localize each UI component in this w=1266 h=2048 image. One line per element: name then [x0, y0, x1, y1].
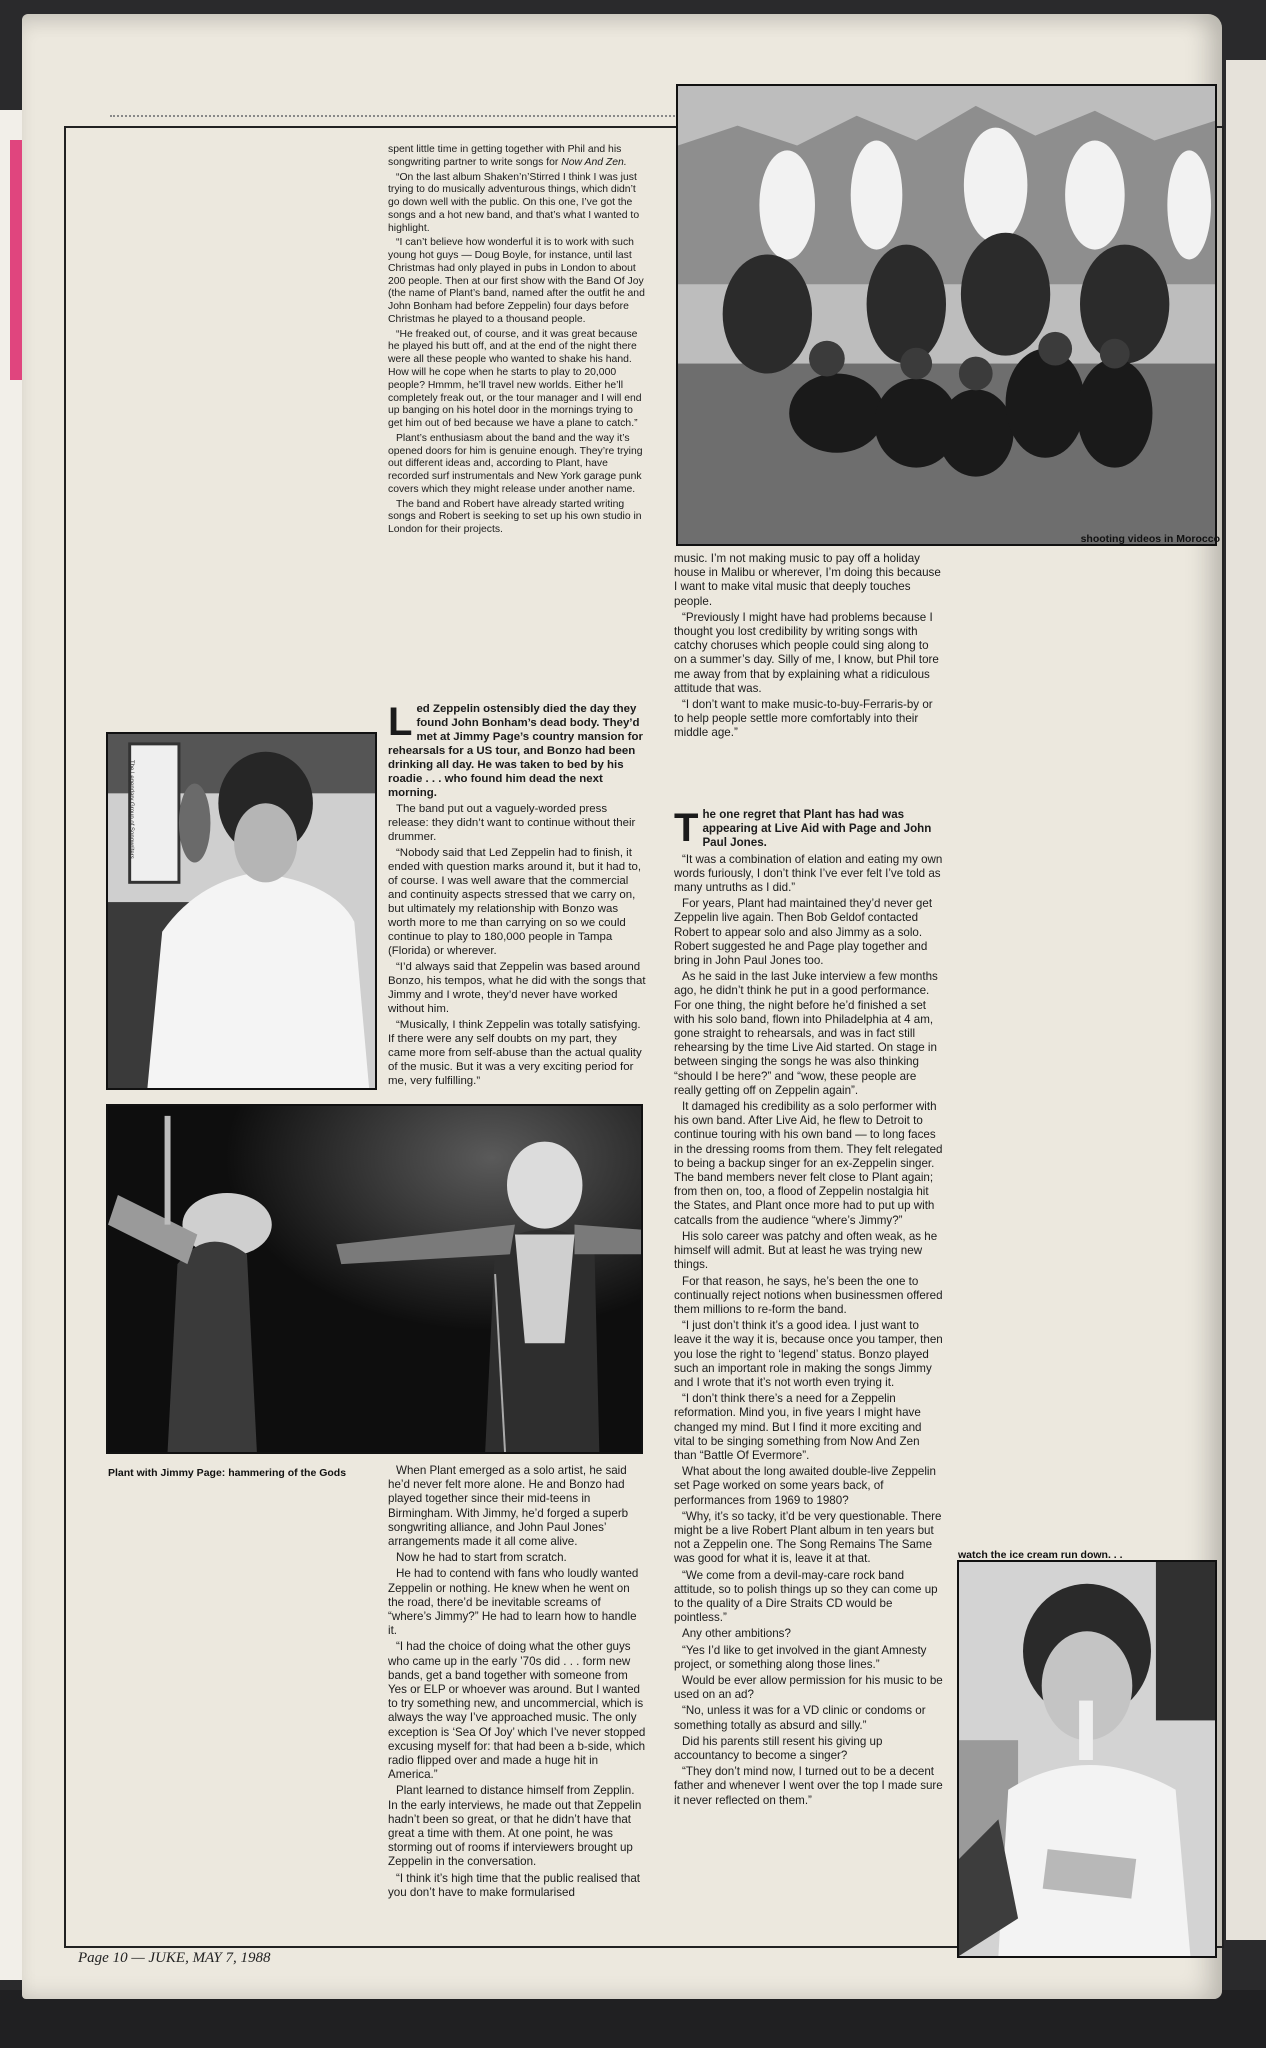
paragraph: “I had the choice of doing what the other guys who came up in the early ’70s did . . . form new bands, get a band together with someone from Yes or ELP or whoever was around. But I wanted to try something new, and uncommercial, which is always the way I’ve approached music. The only exception is ‘Sea Of Joy’ which I’ve never stopped excusing myself for: that had been a b-side, which radio flipped over and made a huge hit in America.”	[388, 1640, 646, 1782]
paragraph: The band and Robert have already started writing songs and Robert is seeking to set up his own studio in London for their projects.	[388, 498, 642, 536]
paragraph: Any other ambitions?	[682, 1627, 791, 1641]
paragraph: “We come from a devil-may-care rock band attitude, so to polish things up so they can come up to the quality of a Dire Straits CD would be pointless.”	[674, 1568, 938, 1625]
paragraph: Did his parents still resent his giving up accountancy to become a singer?	[674, 1734, 883, 1762]
paragraph: “Previously I might have had problems because I thought you lost credibility by writing songs with catchy choruses which people could sing along to on a summer’s day. Silly of me, I know, but Phil tore me away from that by explaining what a ridiculous attitude that was.	[674, 610, 939, 695]
paragraph: “It was a combination of elation and eating my own words furiously, I don’t think I’ve ever felt I’ve told as many untruths as I did.”	[674, 852, 943, 895]
background-right-pages	[1226, 60, 1266, 1940]
paragraph: For that reason, he says, he’s been the one to continually reject notions when businessmen offered them millions to re-form the band.	[674, 1274, 943, 1316]
paragraph: The band put out a vaguely-worded press release: they didn’t want to continue without their drummer.	[388, 803, 636, 844]
article-column-1-top	[388, 144, 646, 539]
paragraph: He had to contend with fans who loudly wanted Zeppelin or nothing. He knew when he went on the road, there’d be inevitable screams of “where’s Jimmy?” He had to learn how to handle it.	[388, 1567, 639, 1638]
poster-text	[127, 760, 134, 800]
paragraph: music. I’m not making music to pay off a holiday house in Malibu or wherever, I’m doing this because I want to make vital music that deeply touches people.	[674, 552, 941, 608]
paragraph: “I don’t think there’s a need for a Zeppelin reformation. Mind you, in five years I might have changed my mind. But I find it more exciting and vital to be singing something from Now And Zen than “Battle Of Evermore”.	[674, 1392, 922, 1462]
paragraph: Would be ever allow permission for his music to be used on an ad?	[674, 1673, 943, 1702]
paragraph: “He freaked out, of course, and it was great because he played his butt off, and at the end of the night there were all these people who wanted to shake his hand. How will he cope when he starts to play to 20,000 people? Hmmm, he’ll travel new worlds. Either he’ll completely freak out, or the tour manager and I will end up banging on his hotel door in the mornings trying to get him out of bed because we have a plane to catch.”	[388, 328, 642, 430]
drop-cap: T	[674, 806, 699, 850]
paragraph: “I don’t want to make music-to-buy-Ferraris-by or to help people settle more comfortably into their middle age.”	[674, 698, 933, 740]
article-column-1-bottom	[388, 1464, 646, 1902]
paragraph: “I just don’t think it’s a good idea. I just want to leave it the way it is, because once you tamper, then you lose the right to ‘legend’ status. Bonzo played such an important role in making the songs Jimmy and I wrote that it’s not worth even trying it.	[674, 1319, 943, 1389]
paragraph: “I can’t believe how wonderful it is to work with such young hot guys — Doug Boyle, for instance, until last Christmas had only played in pubs in London to about 200 people. Then at our first show with the Band Of Joy (the name of Plant’s band, named after the outfit he and John Bonham had before Zeppelin) four days before Christmas he played to a thousand people.	[388, 237, 645, 325]
drop-cap: L	[388, 700, 413, 744]
paragraph: As he said in the last Juke interview a few months ago, he didn’t think he put in a good performance. For one thing, the night before he’d finished a set with his solo band, flown into Philadelphia at 4 am, gone straight to rehearsals, and was in fact still rehearsing by the time Live Aid started. On stage in between singing the songs he was also thinking “should I be here?” and “wow, these people are really getting off on Zeppelin again”.	[674, 970, 938, 1097]
caption-morocco: shooting videos in Morocco	[1080, 533, 1220, 545]
paragraph: “Nobody said that Led Zeppelin had to finish, it ended with question marks around it, but it had to, of course. I was well aware that the commercial and continuity aspects stressed that we carry on, but ultimately my relationship with Bonzo was worth more to me than carrying on so we could continue to play to 180,000 people in Tampa (Florida) or wherever.	[388, 847, 642, 958]
paragraph: “No, unless it was for a VD clinic or condoms or something totally as absurd and silly.”	[674, 1704, 926, 1732]
paragraph: Plant learned to distance himself from Zepplin. In the early interviews, he made out that Zeppelin hadn’t been so great, or that he didn’t have that great a time with them. At one point, he was storming out of rooms if interviewers brought up Zeppelin in the conversation.	[388, 1784, 642, 1869]
paragraph: His solo career was patchy and often weak, as he himself will admit. But at least he was trying new things.	[674, 1229, 938, 1272]
article-column-2-top	[674, 552, 944, 743]
paragraph: spent little time in getting together with Phil and his songwriting partner to write songs for Now And Zen.	[388, 144, 627, 168]
article-column-1-middle	[388, 702, 646, 1090]
caption-icecream: watch the ice cream run down. . .	[958, 1549, 1123, 1561]
photo-plant-portrait	[106, 732, 377, 1090]
paragraph: “Why, it’s so tacky, it’d be very questionable. There might be a live Robert Plant album in ten years but not a Zeppelin one. The Song Remains The Same was good for what it is, leave it at that.	[674, 1509, 942, 1566]
paragraph: “Yes I’d like to get involved in the giant Amnesty project, or something along those lines.”	[674, 1643, 927, 1671]
paragraph: “I’d always said that Zeppelin was based around Bonzo, his tempos, what he did with the songs that Jimmy and I wrote, they’d never have worked without him.	[388, 961, 646, 1016]
paragraph: Now he had to start from scratch.	[396, 1551, 567, 1565]
paragraph: What about the long awaited double-live Zeppelin set Page worked on some years back, of performances from 1969 to 1980?	[674, 1465, 936, 1507]
article-column-2-bottom	[674, 808, 944, 1810]
paragraph: “They don’t mind now, I turned out to be a decent father and whenever I went over the top I made sure it never reflected on them.”	[674, 1765, 943, 1807]
paragraph: “I think it’s high time that the public realised that you don’t have to make formularised	[388, 1871, 641, 1899]
section-lead: Led Zeppelin ostensibly died the day they found John Bonham’s dead body. They’d met at Jimmy Page’s country mansion for rehearsals for a US tour, and Bonzo had been drinking all day. He was taken to bed by his roadie . . . who found him dead the next morning.	[388, 700, 643, 800]
paragraph: “Musically, I think Zeppelin was totally satisfying. If there were any self doubts on my part, they came more from self-abuse than the actual quality of the music. But it was a very exciting period for me, very fulfilling.”	[388, 1019, 642, 1088]
paragraph: Plant’s enthusiasm about the band and the way it’s opened doors for him is genuine enough. They’re trying out different ideas and, according to Plant, have recorded surf instrumentals and New York garage punk covers which they might release under another name.	[388, 432, 643, 495]
caption-jimmy-page: Plant with Jimmy Page: hammering of the Gods	[108, 1467, 347, 1479]
photo-concert-jimmy-page	[106, 1104, 643, 1454]
paragraph: “On the last album Shaken’n’Stirred I think I was just trying to do musically adventurous things, which didn’t go down well with the public. On this one, I’ve got the songs and a hot new band, and that’s what I wanted to highlight.	[388, 171, 640, 234]
photo-morocco-horsemen	[676, 84, 1217, 546]
section-lead: The one regret that Plant has had was appearing at Live Aid with Page and John Paul Jones.	[674, 806, 932, 850]
paragraph: When Plant emerged as a solo artist, he said he’d never felt more alone. He and Bonzo had played together since their mid-teens in Birmingham. With Jimmy, he’d forged a superb songwriting alliance, and John Paul Jones’ arrangements made it all come alive.	[388, 1464, 629, 1549]
photo-icecream	[957, 1560, 1217, 1958]
page-footer: Page 10 — JUKE, MAY 7, 1988	[78, 1950, 271, 1966]
paragraph: It damaged his credibility as a solo performer with his own band. After Live Aid, he flew to Detroit to continue touring with his own band — to long faces in the dressing rooms from them. They felt relegated to being a backup singer for an ex-Zeppelin singer. The band members never felt close to Plant again; from then on, too, a flood of Zeppelin nostalgia hit the States, and Plant once more had to put up with catcalls from the audience “where’s Jimmy?”	[674, 1100, 943, 1227]
paragraph: For years, Plant had maintained they’d never get Zeppelin live again. Then Bob Geldof contacted Robert to appear solo and also Jimmy as a solo. Robert suggested he and Page play together and bring in John Paul Jones too.	[674, 897, 933, 968]
